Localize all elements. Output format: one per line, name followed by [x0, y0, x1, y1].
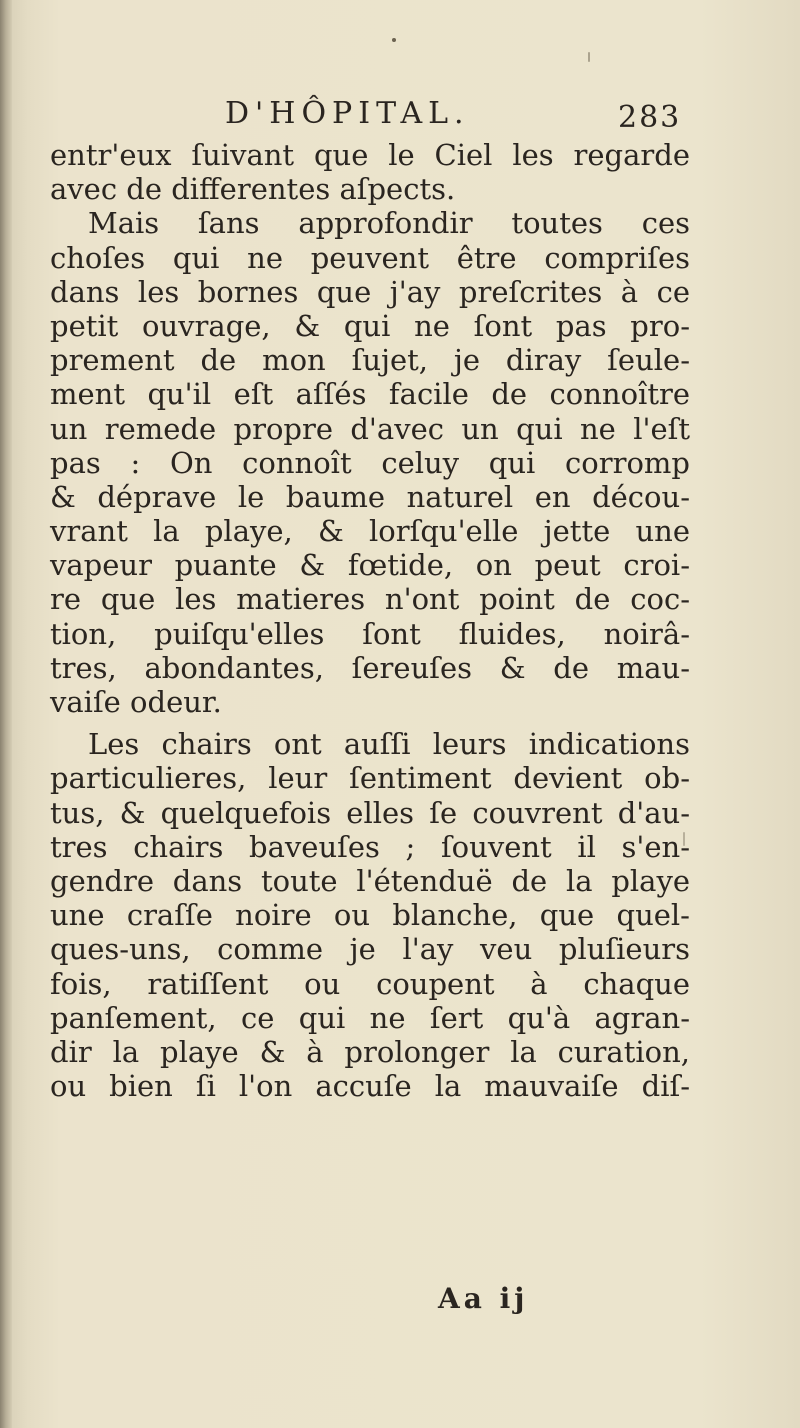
text-line: & déprave le baume naturel en décou- — [50, 479, 690, 514]
text-line: panſement, ce qui ne ſert qu'à agran- — [50, 1000, 690, 1035]
text-line: tres chairs baveuſes ; ſouvent il s'en- — [50, 829, 690, 864]
text-line: choſes qui ne peuvent être compriſes — [50, 240, 690, 275]
page-number: 283 — [618, 100, 682, 135]
paper-speck — [588, 52, 590, 62]
text-line: vaiſe odeur. — [50, 685, 222, 719]
text-line: pas : On connoît celuy qui corromp — [50, 445, 690, 480]
text-line: particulieres, leur ſentiment devient ob- — [50, 761, 690, 796]
paper-speck — [683, 832, 685, 846]
text-line: gendre dans toute l'étenduë de la playe — [50, 863, 690, 898]
text-line: Les chairs ont auſſi leurs indications — [88, 727, 690, 762]
text-line: vrant la playe, & lorſqu'elle jette une — [50, 514, 690, 549]
text-line: re que les matieres n'ont point de coc- — [50, 582, 690, 617]
text-line: entr'eux ſuivant que le Ciel les regarde — [50, 138, 690, 172]
text-line: tres, abondantes, ſereuſes & de mau- — [50, 650, 690, 685]
signature-mark: Aa ij — [438, 1282, 529, 1315]
text-line: Mais ſans approfondir toutes ces — [88, 206, 690, 241]
text-line: prement de mon ſujet, je diray ſeule- — [50, 343, 690, 378]
text-line: petit ouvrage, & qui ne ſont pas pro- — [50, 308, 690, 343]
paper-speck — [392, 38, 396, 42]
text-line: dir la playe & à prolonger la curation, — [50, 1034, 690, 1069]
text-line: tus, & quelquefois elles ſe couvrent d'au- — [50, 795, 690, 830]
text-line: un remede propre d'avec un qui ne l'eſt — [50, 411, 690, 446]
text-line: vapeur puante & fœtide, on peut croi- — [50, 548, 690, 583]
text-line: ques-uns, comme je l'ay veu pluſieurs — [50, 932, 690, 967]
text-body — [50, 138, 690, 1103]
text-line: dans les bornes que j'ay preſcrites à ce — [50, 274, 690, 309]
text-line: fois, ratiſſent ou coupent à chaque — [50, 966, 690, 1001]
binding-edge — [0, 0, 12, 1428]
text-line: avec de differentes aſpects. — [50, 172, 456, 207]
text-line: une craſſe noire ou blanche, que quel- — [50, 898, 690, 933]
text-line: ou bien ſi l'on accuſe la mauvaiſe diſ- — [50, 1069, 690, 1104]
text-line: tion, puiſqu'elles ſont fluides, noirâ- — [50, 616, 690, 651]
page-header — [0, 92, 800, 142]
running-head: D'HÔPITAL. — [225, 96, 470, 131]
paragraph-gap — [50, 719, 690, 727]
text-line: ment qu'il eſt aſſés facile de connoître — [50, 377, 690, 412]
